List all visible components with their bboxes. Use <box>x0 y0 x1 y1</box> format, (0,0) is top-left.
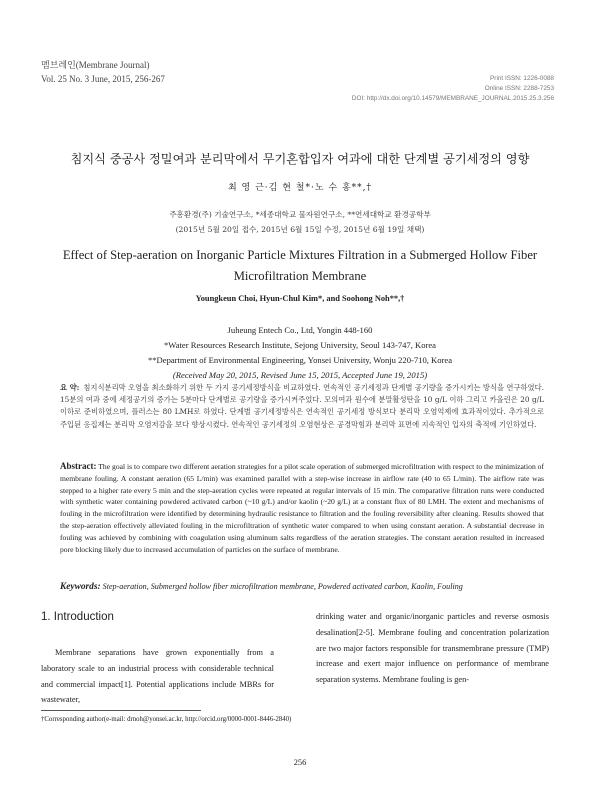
english-affiliation-1: Juheung Entech Co., Ltd, Yongin 448-160 <box>227 325 373 335</box>
english-affiliation-block <box>0 323 600 383</box>
korean-title: 침지식 중공사 정밀여과 분리막에서 무기혼합입자 여과에 대한 단계별 공기세정의 영향 <box>70 152 530 166</box>
keywords <box>60 582 550 592</box>
korean-abstract <box>60 382 544 431</box>
doi-link[interactable]: DOI: http://dx.doi.org/10.14579/MEMBRANE_JOURNAL.2015.25.3.256 <box>351 95 554 102</box>
journal-volume: Vol. 25 No. 3 June, 2015, 256-267 <box>41 74 165 84</box>
page-number: 256 <box>293 758 307 767</box>
journal-name: 멤브레인(Membrane Journal) <box>41 60 150 70</box>
online-issn: Online ISSN: 2288-7253 <box>484 85 554 92</box>
korean-abstract-heading: 요 약: <box>60 383 80 392</box>
english-abstract-heading: Abstract: <box>60 461 97 471</box>
keywords-heading: Keywords: <box>60 582 101 592</box>
intro-column-right <box>316 609 549 688</box>
english-affiliation-2: *Water Resources Research Institute, Sejong University, Seoul 143-747, Korea <box>163 340 436 350</box>
keywords-text: Step-aeration, Submerged hollow fiber microfiltration membrane, Powdered activated carbon, Kaolin, Fouling <box>102 582 463 591</box>
korean-abstract-text: 침지식분리막 오염을 최소화하기 위한 두 가지 공기세정방식을 비교하였다. 연속적인 공기세정과 단계별 공기량을 증가시키는 방식을 연구하였다. 15분의 여과 중에 세정공기의 증가는 5분마다 단계별로 공기량을 증가시켜주었다. 모의여과 원수에 분말활성탄을 10 g/L 이하 그리고 카올린은 20 g/L 이하로 준비하였으며, 플러스는 80 LMH로 하였다. 단계별 공기세정방식은 연속적인 공기세정 방식보다 분리막 오염억제에 효과적이었다. 추가적으로 주입된 응집제는 분리막 오염저감을 보다 향상시켰다. 연속적인 공기세정의 오염현상은 공경막힘과 분리막 표면에 지속적인 입자의 축적에 기인하였다. <box>60 383 544 429</box>
english-abstract <box>60 461 544 555</box>
footnote-divider <box>41 710 201 711</box>
issn-block <box>352 74 554 104</box>
english-affiliation-3: **Department of Environmental Engineering, Yonsei University, Wonju 220-710, Korea <box>147 355 453 365</box>
journal-header <box>41 58 165 86</box>
english-abstract-text: The goal is to compare two different aeration strategies for a pilot scale operation of submerged microfiltration with respect to the minimization of membrane fouling. A constant aeration (65 L/min) was examined parallel with a step-wise increase in airflow rate (40 to 65 L/min). The airflow rate was stepped to a higher rate every 5 min and the step-aeration cycles were repeated at regular intervals of 15 min. The comparative filtration runs were conducted with synthetic water containing powdered activated carbon (~10 g/L) and/or kaolin (~20 g/L) at a constant flux of 80 LMH. The extent and mechanisms of fouling in the microfiltration were identified by determining hydraulic resistance to filtration and the fouling reversibility after cleaning. Results showed that the step-aeration effectively alleviated fouling in the microfiltration of synthetic water compared to when using constant aeration. A substantial decrease in fouling was achieved by combining with coagulation using aluminum salts regardless of the aeration strategies. The constant aeration resulted in increased pore blocking likely due to increased accumulation of particles on the surface of membrane. <box>60 462 544 554</box>
corresponding-author-footnote: †Corresponding author(e-mail: drnoh@yonsei.ac.kr, http://orcid.org/0000-0001-8446-2840) <box>41 716 292 723</box>
intro-paragraph-left: Membrane separations have grown exponentially from a laboratory scale to an industrial process with considerable technical and commercial impact[1]. Potential applications include MBRs for wastewater, <box>41 648 274 705</box>
korean-affiliation-block <box>0 207 600 237</box>
english-title: Effect of Step-aeration on Inorganic Particle Mixtures Filtration in a Submerged Hollow Fiber Microfiltration Membrane <box>62 248 538 283</box>
intro-column-left <box>41 645 274 708</box>
print-issn: Print ISSN: 1226-0088 <box>490 75 554 82</box>
korean-dates: (2015년 5월 20일 접수, 2015년 6월 15일 수정, 2015년 6월 19일 채택) <box>175 225 425 234</box>
intro-paragraph-right: drinking water and organic/inorganic particles and reverse osmosis desalination[2-5]. Membrane fouling and concentration polarization are two major factors responsible for transmembrane pressure (TMP) increase and exert major influence on performance of membrane separation systems. Membrane fouling is gen- <box>316 612 549 685</box>
korean-authors: 최 영 근·김 현 철*·노 수 홍**,† <box>228 183 372 193</box>
korean-affiliation: 주흥환경(주) 기술연구소, *세종대학교 물자원연구소, **연세대학교 환경공학부 <box>169 210 431 219</box>
section-heading-introduction: 1. Introduction <box>41 611 114 623</box>
english-dates: (Received May 20, 2015, Revised June 15, 2015, Accepted June 19, 2015) <box>172 370 428 380</box>
english-authors: Youngkeun Choi, Hyun-Chul Kim*, and Soohong Noh**,† <box>195 294 405 303</box>
